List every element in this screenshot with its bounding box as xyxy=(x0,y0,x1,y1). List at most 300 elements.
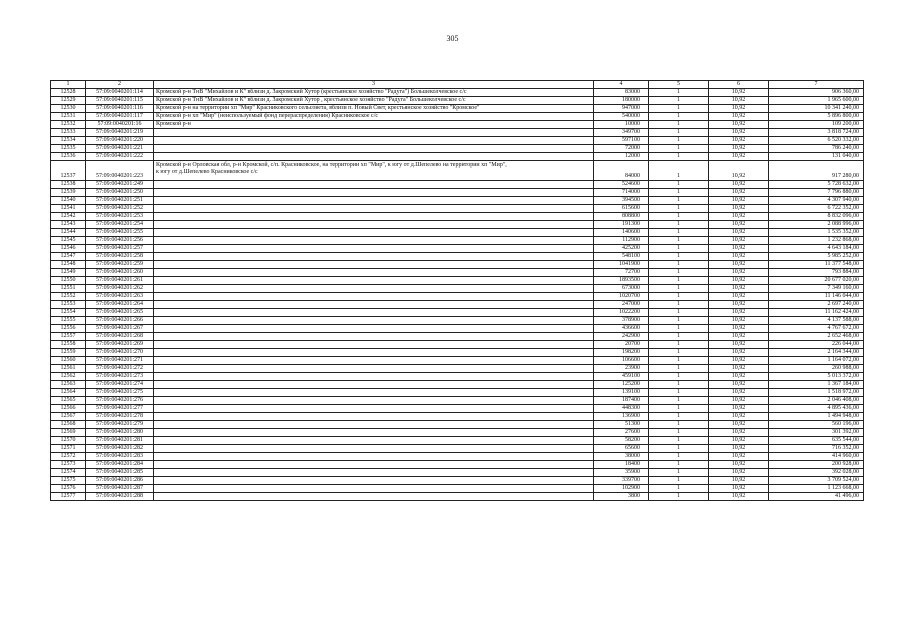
cadastral-number-cell: 57:09:0040201:269 xyxy=(86,341,154,349)
rate-cell: 10,92 xyxy=(709,461,769,469)
quantity-cell: 1 xyxy=(649,293,709,301)
table-row xyxy=(51,461,864,469)
amount-cell: 5 985 252,00 xyxy=(769,253,864,261)
location-description-cell xyxy=(154,121,594,129)
rate-cell: 10,92 xyxy=(709,381,769,389)
amount-cell: 2 697 240,00 xyxy=(769,301,864,309)
location-description-cell xyxy=(154,97,594,105)
quantity-cell: 1 xyxy=(649,229,709,237)
amount-cell: 1 164 072,00 xyxy=(769,357,864,365)
row-number-cell: 12568 xyxy=(51,421,86,429)
table-row xyxy=(51,293,864,301)
table-row xyxy=(51,145,864,153)
rate-cell: 10,92 xyxy=(709,453,769,461)
area-cell: 20700 xyxy=(594,341,649,349)
amount-cell: 716 352,00 xyxy=(769,445,864,453)
amount-cell: 4 643 184,00 xyxy=(769,245,864,253)
area-cell: 12000 xyxy=(594,153,649,161)
table-row xyxy=(51,181,864,189)
amount-cell: 1 232 868,00 xyxy=(769,237,864,245)
area-cell: 540000 xyxy=(594,113,649,121)
rate-cell: 10,92 xyxy=(709,261,769,269)
rate-cell: 10,92 xyxy=(709,221,769,229)
area-cell: 425200 xyxy=(594,245,649,253)
cadastral-number-cell: 57:09:0040201:117 xyxy=(86,113,154,121)
location-description-cell xyxy=(154,493,594,501)
row-number-cell: 12528 xyxy=(51,89,86,97)
area-cell: 378900 xyxy=(594,317,649,325)
amount-cell: 200 928,00 xyxy=(769,461,864,469)
cadastral-number-cell: 57:09:0040201:288 xyxy=(86,493,154,501)
table-row xyxy=(51,317,864,325)
location-description-cell xyxy=(154,309,594,317)
table-row xyxy=(51,373,864,381)
row-number-cell: 12551 xyxy=(51,285,86,293)
table-row xyxy=(51,301,864,309)
row-number-cell: 12545 xyxy=(51,237,86,245)
rate-cell: 10,92 xyxy=(709,237,769,245)
cadastral-number-cell: 57:09:0040201:279 xyxy=(86,421,154,429)
location-description-cell xyxy=(154,461,594,469)
row-number-cell: 12530 xyxy=(51,105,86,113)
area-cell: 58200 xyxy=(594,437,649,445)
cadastral-number-cell: 57:09:0040201:280 xyxy=(86,429,154,437)
location-description-cell xyxy=(154,221,594,229)
cadastral-number-cell: 57:09:0040201:223 xyxy=(86,161,154,181)
cadastral-number-cell: 57:09:0040201:251 xyxy=(86,197,154,205)
area-cell: 72000 xyxy=(594,145,649,153)
rate-cell: 10,92 xyxy=(709,189,769,197)
amount-cell: 917 280,00 xyxy=(769,161,864,181)
cadastral-number-cell: 57:09:0040201:284 xyxy=(86,461,154,469)
location-description-cell xyxy=(154,189,594,197)
row-number-cell: 12532 xyxy=(51,121,86,129)
row-number-cell: 12569 xyxy=(51,429,86,437)
cadastral-number-cell: 57:09:0040201:219 xyxy=(86,129,154,137)
amount-cell: 11 162 424,00 xyxy=(769,309,864,317)
area-cell: 83000 xyxy=(594,89,649,97)
quantity-cell: 1 xyxy=(649,341,709,349)
area-cell: 615600 xyxy=(594,205,649,213)
cadastral-number-cell: 57:09:0040201:222 xyxy=(86,153,154,161)
cadastral-number-cell: 57:09:0040201:264 xyxy=(86,301,154,309)
row-number-cell: 12536 xyxy=(51,153,86,161)
cadastral-number-cell: 57:09:0040201:285 xyxy=(86,469,154,477)
location-description-cell xyxy=(154,145,594,153)
quantity-cell: 1 xyxy=(649,237,709,245)
rate-cell: 10,92 xyxy=(709,493,769,501)
row-number-cell: 12537 xyxy=(51,161,86,181)
rate-cell: 10,92 xyxy=(709,293,769,301)
rate-cell: 10,92 xyxy=(709,89,769,97)
amount-cell: 793 884,00 xyxy=(769,269,864,277)
rate-cell: 10,92 xyxy=(709,405,769,413)
cadastral-number-cell: 57:09:0040201:281 xyxy=(86,437,154,445)
rate-cell: 10,92 xyxy=(709,129,769,137)
row-number-cell: 12544 xyxy=(51,229,86,237)
location-description-line: Кромской р-н Орловская обл, р-н Кромской, с/п. Красниковское, на территории хп "Мир", к югу от д.Шепелево на территории хп "Мир", xyxy=(156,162,507,168)
rate-cell: 10,92 xyxy=(709,397,769,405)
rate-cell: 10,92 xyxy=(709,137,769,145)
quantity-cell: 1 xyxy=(649,221,709,229)
area-cell: 27600 xyxy=(594,429,649,437)
table-row xyxy=(51,445,864,453)
quantity-cell: 1 xyxy=(649,213,709,221)
amount-cell: 560 196,00 xyxy=(769,421,864,429)
quantity-cell: 1 xyxy=(649,97,709,105)
rate-cell: 10,92 xyxy=(709,309,769,317)
amount-cell: 2 088 996,00 xyxy=(769,221,864,229)
quantity-cell: 1 xyxy=(649,309,709,317)
quantity-cell: 1 xyxy=(649,357,709,365)
cadastral-number-cell: 57:09:0040201:266 xyxy=(86,317,154,325)
table-row xyxy=(51,357,864,365)
row-number-cell: 12554 xyxy=(51,309,86,317)
rate-cell: 10,92 xyxy=(709,341,769,349)
table-row xyxy=(51,365,864,373)
amount-cell: 4 767 672,00 xyxy=(769,325,864,333)
cadastral-number-cell: 57:09:0040201:258 xyxy=(86,253,154,261)
rate-cell: 10,92 xyxy=(709,121,769,129)
area-cell: 548100 xyxy=(594,253,649,261)
quantity-cell: 1 xyxy=(649,405,709,413)
location-description-cell xyxy=(154,213,594,221)
cadastral-number-cell: 57:09:0040201:220 xyxy=(86,137,154,145)
area-cell: 349700 xyxy=(594,129,649,137)
rate-cell: 10,92 xyxy=(709,97,769,105)
quantity-cell: 1 xyxy=(649,477,709,485)
amount-cell: 4 895 436,00 xyxy=(769,405,864,413)
quantity-cell: 1 xyxy=(649,389,709,397)
table-row xyxy=(51,277,864,285)
cadastral-number-cell: 57:09:0040201:275 xyxy=(86,389,154,397)
table-row xyxy=(51,237,864,245)
rate-cell: 10,92 xyxy=(709,421,769,429)
land-register-sheet xyxy=(50,80,863,501)
table-row xyxy=(51,341,864,349)
table-row xyxy=(51,429,864,437)
location-description-cell xyxy=(154,421,594,429)
row-number-cell: 12543 xyxy=(51,221,86,229)
quantity-cell: 1 xyxy=(649,181,709,189)
area-cell: 38000 xyxy=(594,453,649,461)
cadastral-number-cell: 57:09:0040201:261 xyxy=(86,277,154,285)
area-cell: 459100 xyxy=(594,373,649,381)
table-row xyxy=(51,189,864,197)
quantity-cell: 1 xyxy=(649,429,709,437)
amount-cell: 906 360,00 xyxy=(769,89,864,97)
column-header: 5 xyxy=(649,81,709,89)
location-description-cell xyxy=(154,325,594,333)
cadastral-number-cell: 57:09:0040201:116 xyxy=(86,105,154,113)
row-number-cell: 12558 xyxy=(51,341,86,349)
cadastral-number-cell: 57:09:0040201:274 xyxy=(86,381,154,389)
location-description-cell xyxy=(154,397,594,405)
location-description-cell xyxy=(154,373,594,381)
cadastral-number-cell: 57:09:0040201:256 xyxy=(86,237,154,245)
location-description-cell xyxy=(154,437,594,445)
location-description-cell xyxy=(154,381,594,389)
quantity-cell: 1 xyxy=(649,317,709,325)
cadastral-number-cell: 57:09:0040201:262 xyxy=(86,285,154,293)
table-row xyxy=(51,261,864,269)
rate-cell: 10,92 xyxy=(709,153,769,161)
area-cell: 106600 xyxy=(594,357,649,365)
cadastral-number-cell: 57:09:0040201:278 xyxy=(86,413,154,421)
location-description-cell xyxy=(154,317,594,325)
row-number-cell: 12559 xyxy=(51,349,86,357)
row-number-cell: 12564 xyxy=(51,389,86,397)
quantity-cell: 1 xyxy=(649,421,709,429)
cadastral-number-cell: 57:09:0040201:277 xyxy=(86,405,154,413)
cadastral-number-cell: 57:09:0040201:267 xyxy=(86,325,154,333)
row-number-cell: 12550 xyxy=(51,277,86,285)
quantity-cell: 1 xyxy=(649,121,709,129)
table-row xyxy=(51,161,864,181)
table-row xyxy=(51,437,864,445)
area-cell: 187400 xyxy=(594,397,649,405)
column-header: 1 xyxy=(51,81,86,89)
rate-cell: 10,92 xyxy=(709,213,769,221)
rate-cell: 10,92 xyxy=(709,365,769,373)
location-description-cell xyxy=(154,349,594,357)
table-row xyxy=(51,197,864,205)
table-row xyxy=(51,453,864,461)
row-number-cell: 12575 xyxy=(51,477,86,485)
location-description-cell xyxy=(154,477,594,485)
area-cell: 140600 xyxy=(594,229,649,237)
location-description-line: к югу от д.Шепелево Красниковское с/с xyxy=(156,169,258,175)
amount-cell: 5 728 632,00 xyxy=(769,181,864,189)
location-description-cell xyxy=(154,161,594,181)
quantity-cell: 1 xyxy=(649,485,709,493)
quantity-cell: 1 xyxy=(649,325,709,333)
row-number-cell: 12571 xyxy=(51,445,86,453)
cadastral-number-cell: 57:09:0040201:270 xyxy=(86,349,154,357)
location-description-line: Кромской р-н хп "Мир" (неиспользуемый фонд перераспределения) Красниковское с/с xyxy=(156,113,379,119)
location-description-line: Кромской р-н xyxy=(156,121,191,127)
row-number-cell: 12557 xyxy=(51,333,86,341)
location-description-cell xyxy=(154,197,594,205)
cadastral-number-cell: 57:09:0040201:268 xyxy=(86,333,154,341)
table-row xyxy=(51,97,864,105)
cadastral-number-cell: 57:09:0040201:273 xyxy=(86,373,154,381)
table-row xyxy=(51,121,864,129)
rate-cell: 10,92 xyxy=(709,333,769,341)
amount-cell: 226 044,00 xyxy=(769,341,864,349)
rate-cell: 10,92 xyxy=(709,317,769,325)
area-cell: 339700 xyxy=(594,477,649,485)
cadastral-number-cell: 57:09:0040201:115 xyxy=(86,97,154,105)
location-description-cell xyxy=(154,333,594,341)
quantity-cell: 1 xyxy=(649,113,709,121)
location-description-cell xyxy=(154,469,594,477)
location-description-line: Кромской р-н ТнВ "Михайлов и К" вблизи д. Закромский Хутор (крестьянское хозяйство "Радуга") Большеколчевское с/с xyxy=(156,89,467,95)
table-row xyxy=(51,205,864,213)
column-number-row xyxy=(51,81,864,89)
area-cell: 180000 xyxy=(594,97,649,105)
row-number-cell: 12553 xyxy=(51,301,86,309)
area-cell: 139100 xyxy=(594,389,649,397)
area-cell: 112900 xyxy=(594,237,649,245)
quantity-cell: 1 xyxy=(649,253,709,261)
amount-cell: 1 535 352,00 xyxy=(769,229,864,237)
rate-cell: 10,92 xyxy=(709,357,769,365)
location-description-cell xyxy=(154,365,594,373)
area-cell: 448300 xyxy=(594,405,649,413)
quantity-cell: 1 xyxy=(649,469,709,477)
location-description-cell xyxy=(154,277,594,285)
amount-cell: 6 722 352,00 xyxy=(769,205,864,213)
amount-cell: 414 960,00 xyxy=(769,453,864,461)
amount-cell: 5 896 800,00 xyxy=(769,113,864,121)
cadastral-number-cell: 57:09:0040201:282 xyxy=(86,445,154,453)
amount-cell: 41 496,00 xyxy=(769,493,864,501)
column-header: 3 xyxy=(154,81,594,89)
rate-cell: 10,92 xyxy=(709,477,769,485)
row-number-cell: 12539 xyxy=(51,189,86,197)
cadastral-number-cell: 57:09:0040201:249 xyxy=(86,181,154,189)
row-number-cell: 12566 xyxy=(51,405,86,413)
page-number: 305 xyxy=(446,34,459,43)
location-description-cell xyxy=(154,181,594,189)
quantity-cell: 1 xyxy=(649,277,709,285)
area-cell: 1022200 xyxy=(594,309,649,317)
table-row xyxy=(51,413,864,421)
cadastral-number-cell: 57:09:0040201:250 xyxy=(86,189,154,197)
location-description-cell xyxy=(154,229,594,237)
quantity-cell: 1 xyxy=(649,129,709,137)
quantity-cell: 1 xyxy=(649,89,709,97)
table-body xyxy=(51,89,864,501)
quantity-cell: 1 xyxy=(649,445,709,453)
table-row xyxy=(51,477,864,485)
cadastral-number-cell: 57:09:0040201:253 xyxy=(86,213,154,221)
table-row xyxy=(51,421,864,429)
column-header: 2 xyxy=(86,81,154,89)
area-cell: 84000 xyxy=(594,161,649,181)
table-row xyxy=(51,129,864,137)
cadastral-number-cell: 57:09:0040201:271 xyxy=(86,357,154,365)
area-cell: 436600 xyxy=(594,325,649,333)
cadastral-number-cell: 57:09:0040201:263 xyxy=(86,293,154,301)
area-cell: 1020700 xyxy=(594,293,649,301)
quantity-cell: 1 xyxy=(649,453,709,461)
table-row xyxy=(51,213,864,221)
row-number-cell: 12535 xyxy=(51,145,86,153)
table-row xyxy=(51,89,864,97)
amount-cell: 260 988,00 xyxy=(769,365,864,373)
rate-cell: 10,92 xyxy=(709,253,769,261)
amount-cell: 131 040,00 xyxy=(769,153,864,161)
cadastral-number-cell: 57:09:0040201:272 xyxy=(86,365,154,373)
rate-cell: 10,92 xyxy=(709,269,769,277)
cadastral-number-cell: 57:09:0040201:259 xyxy=(86,261,154,269)
amount-cell: 11 146 044,00 xyxy=(769,293,864,301)
cadastral-number-cell: 57:09:0040201:255 xyxy=(86,229,154,237)
rate-cell: 10,92 xyxy=(709,181,769,189)
table-row xyxy=(51,397,864,405)
amount-cell: 109 200,00 xyxy=(769,121,864,129)
quantity-cell: 1 xyxy=(649,105,709,113)
row-number-cell: 12570 xyxy=(51,437,86,445)
amount-cell: 635 544,00 xyxy=(769,437,864,445)
area-cell: 65600 xyxy=(594,445,649,453)
table-row xyxy=(51,221,864,229)
row-number-cell: 12573 xyxy=(51,461,86,469)
location-description-cell xyxy=(154,245,594,253)
row-number-cell: 12556 xyxy=(51,325,86,333)
rate-cell: 10,92 xyxy=(709,349,769,357)
row-number-cell: 12560 xyxy=(51,357,86,365)
amount-cell: 1 123 668,00 xyxy=(769,485,864,493)
amount-cell: 7 796 880,00 xyxy=(769,189,864,197)
amount-cell: 2 046 408,00 xyxy=(769,397,864,405)
area-cell: 198200 xyxy=(594,349,649,357)
area-cell: 247000 xyxy=(594,301,649,309)
location-description-cell xyxy=(154,285,594,293)
row-number-cell: 12561 xyxy=(51,365,86,373)
location-description-cell xyxy=(154,293,594,301)
quantity-cell: 1 xyxy=(649,461,709,469)
rate-cell: 10,92 xyxy=(709,205,769,213)
amount-cell: 5 013 372,00 xyxy=(769,373,864,381)
cadastral-number-cell: 57:09:0040201:283 xyxy=(86,453,154,461)
table-row xyxy=(51,105,864,113)
cadastral-number-cell: 57:09:0040201:252 xyxy=(86,205,154,213)
row-number-cell: 12542 xyxy=(51,213,86,221)
row-number-cell: 12549 xyxy=(51,269,86,277)
quantity-cell: 1 xyxy=(649,205,709,213)
quantity-cell: 1 xyxy=(649,413,709,421)
quantity-cell: 1 xyxy=(649,333,709,341)
quantity-cell: 1 xyxy=(649,245,709,253)
area-cell: 808800 xyxy=(594,213,649,221)
table-row xyxy=(51,253,864,261)
area-cell: 23900 xyxy=(594,365,649,373)
amount-cell: 301 392,00 xyxy=(769,429,864,437)
rate-cell: 10,92 xyxy=(709,429,769,437)
area-cell: 714000 xyxy=(594,189,649,197)
cadastral-number-cell: 57:09:0040201:16 xyxy=(86,121,154,129)
quantity-cell: 1 xyxy=(649,397,709,405)
table-row xyxy=(51,485,864,493)
area-cell: 1041900 xyxy=(594,261,649,269)
location-description-cell xyxy=(154,137,594,145)
row-number-cell: 12567 xyxy=(51,413,86,421)
row-number-cell: 12565 xyxy=(51,397,86,405)
area-cell: 673000 xyxy=(594,285,649,293)
location-description-cell xyxy=(154,453,594,461)
row-number-cell: 12533 xyxy=(51,129,86,137)
cadastral-number-cell: 57:09:0040201:276 xyxy=(86,397,154,405)
cadastral-number-cell: 57:09:0040201:221 xyxy=(86,145,154,153)
table-row xyxy=(51,113,864,121)
area-cell: 1893500 xyxy=(594,277,649,285)
location-description-cell xyxy=(154,205,594,213)
row-number-cell: 12540 xyxy=(51,197,86,205)
table-row xyxy=(51,229,864,237)
location-description-cell xyxy=(154,357,594,365)
rate-cell: 10,92 xyxy=(709,277,769,285)
row-number-cell: 12552 xyxy=(51,293,86,301)
cadastral-number-cell: 57:09:0040201:265 xyxy=(86,309,154,317)
amount-cell: 1 518 972,00 xyxy=(769,389,864,397)
cadastral-number-cell: 57:09:0040201:260 xyxy=(86,269,154,277)
table-row xyxy=(51,325,864,333)
rate-cell: 10,92 xyxy=(709,197,769,205)
rate-cell: 10,92 xyxy=(709,413,769,421)
